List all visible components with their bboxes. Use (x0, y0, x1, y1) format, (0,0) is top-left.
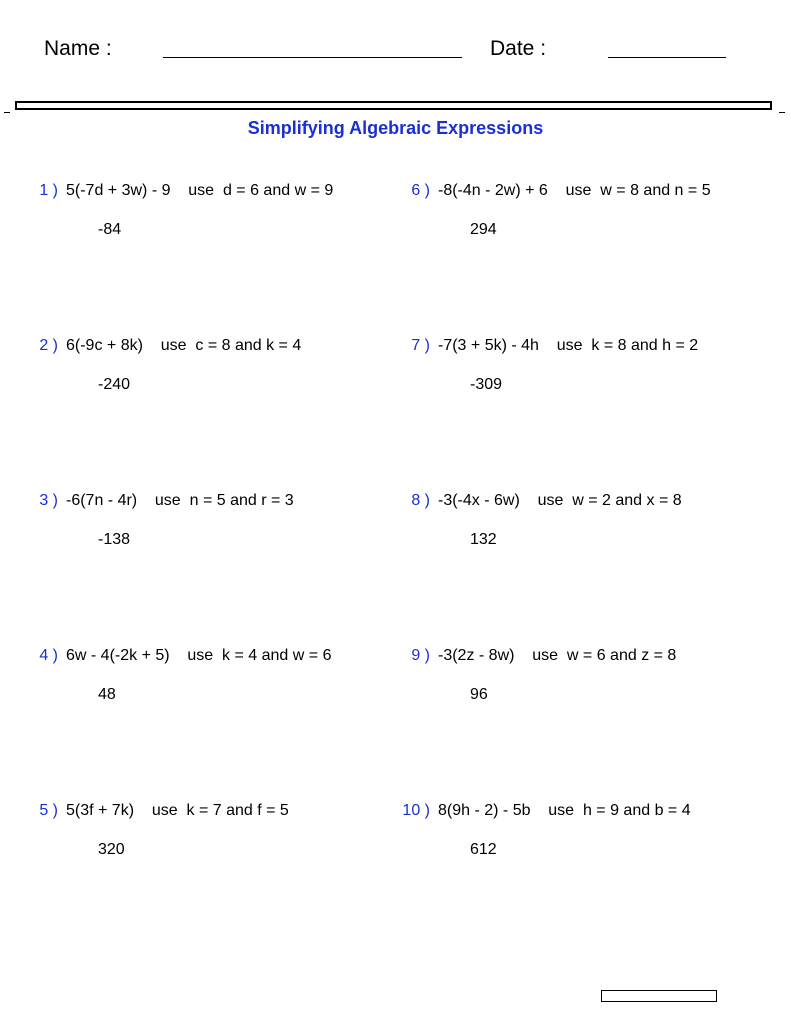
problem-answer: 294 (470, 221, 497, 238)
problem-6 (402, 182, 772, 252)
problem-expression: -6(7n - 4r) use n = 5 and r = 3 (66, 492, 294, 509)
problem-expression: -3(-4x - 6w) use w = 2 and x = 8 (438, 492, 682, 509)
rule-tick-right (779, 112, 785, 113)
rule-tick-left (4, 112, 10, 113)
problem-expression: -7(3 + 5k) - 4h use k = 8 and h = 2 (438, 337, 699, 354)
problem-answer: -309 (470, 376, 503, 393)
problem-expression: 8(9h - 2) - 5b use h = 9 and b = 4 (438, 802, 691, 819)
problem-7 (402, 337, 772, 407)
date-blank-line (608, 57, 726, 58)
problem-answer: 48 (98, 686, 116, 703)
problem-expression: 6w - 4(-2k + 5) use k = 4 and w = 6 (66, 647, 332, 664)
problem-answer: -138 (98, 531, 131, 548)
problem-number: 9 ) (411, 647, 430, 664)
problem-answer: -84 (98, 221, 122, 238)
problem-4 (30, 647, 400, 717)
problem-number: 10 ) (402, 802, 430, 819)
worksheet-title: Simplifying Algebraic Expressions (247, 118, 544, 138)
problem-number: 2 ) (39, 337, 58, 354)
problem-expression: 5(-7d + 3w) - 9 use d = 6 and w = 9 (66, 182, 334, 199)
footer-box (601, 990, 717, 1002)
problem-expression: 6(-9c + 8k) use c = 8 and k = 4 (66, 337, 302, 354)
problem-expression: 5(3f + 7k) use k = 7 and f = 5 (66, 802, 289, 819)
problem-number: 3 ) (39, 492, 58, 509)
problem-10 (402, 802, 772, 872)
problem-9 (402, 647, 772, 717)
problem-answer: 612 (470, 841, 497, 858)
problem-number: 6 ) (411, 182, 430, 199)
problem-number: 4 ) (39, 647, 58, 664)
name-label: Name : (44, 37, 112, 60)
problem-expression: -3(2z - 8w) use w = 6 and z = 8 (438, 647, 677, 664)
problem-number: 8 ) (411, 492, 430, 509)
problem-answer: -240 (98, 376, 131, 393)
header-rule (15, 101, 772, 110)
problem-answer: 132 (470, 531, 497, 548)
name-blank-line (163, 57, 462, 58)
problem-number: 5 ) (39, 802, 58, 819)
problem-answer: 320 (98, 841, 125, 858)
problem-3 (30, 492, 400, 562)
problem-5 (30, 802, 400, 872)
problem-number: 1 ) (39, 182, 58, 199)
problem-number: 7 ) (411, 337, 430, 354)
problem-expression: -8(-4n - 2w) + 6 use w = 8 and n = 5 (438, 182, 711, 199)
problem-answer: 96 (470, 686, 488, 703)
date-label: Date : (490, 37, 547, 60)
problem-8 (402, 492, 772, 562)
problem-2 (30, 337, 400, 407)
problem-1 (30, 182, 400, 252)
